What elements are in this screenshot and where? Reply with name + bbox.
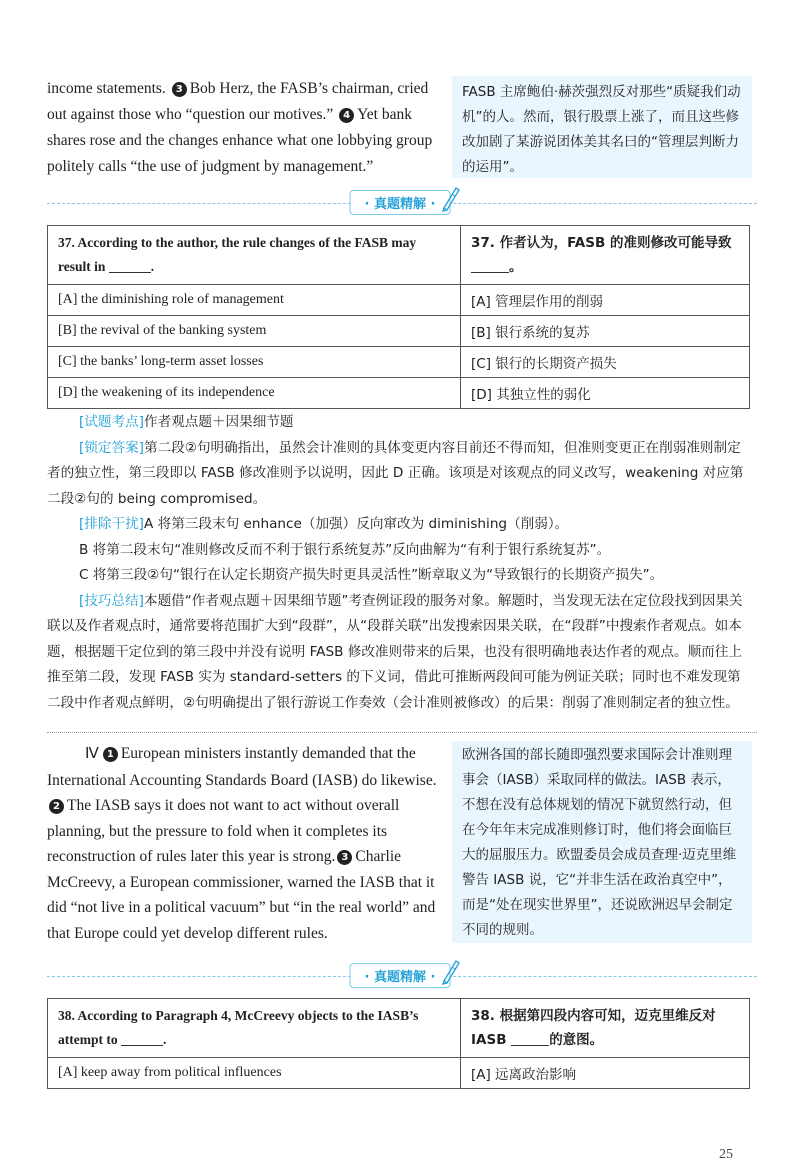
question-38-stem-zh: 38. 根据第四段内容可知，迈克里维反对 IASB 的意图。: [461, 999, 750, 1058]
option-37-c-zh: [C] 银行的长期资产损失: [461, 347, 750, 378]
option-37-d-en: [D] the weakening of its independence: [48, 378, 461, 409]
section-banner-label-2: · 真题精解 ·: [350, 963, 451, 988]
section-banner-label: · 真题精解 ·: [350, 190, 451, 215]
section-divider: [47, 732, 757, 733]
passage-chinese-translation: FASB 主席鲍伯·赫茨强烈反对那些“质疑我们动机”的人。然而，银行股票上涨了，而且这些修改加剧了某游说团体美其名曰的“管理层判断力的运用”。: [452, 76, 752, 178]
analysis-distractor-c: C 将第三段②句“银行在认定长期资产损失时更具灵活性”断章取义为“导致银行的长期资产损失”。: [79, 567, 664, 583]
analysis-answer: [锁定答案]第二段②句明确指出，虽然会计准则的具体变更内容目前还不得而知，但准则变更正在削弱准则制定者的独立性，第三段即以 FASB 修改准则予以说明，因此 D 正确。该项是对该观点的同义改写，weakening 对应第二段②句的 being compromised。: [47, 439, 744, 507]
section-banner-38: [0, 961, 800, 991]
passage-block-3: [47, 76, 757, 180]
paragraph-4-chinese-translation: 欧洲各国的部长随即强烈要求国际会计准则理事会（IASB）采取同样的做法。IASB 表示，不想在没有总体规划的情况下就贸然行动，但在今年年末完成准则修订时，他们将会面临巨大的屈服压力。欧盟委员会成员查理·迈克里维警告 IASB 说，它“并非生活在政治真空中”，而是“处在现实世界里”，还说欧洲迟早会制定不同的规则。: [452, 741, 752, 943]
question-38-stem-en: 38. According to Paragraph 4, McCreevy objects to the IASB’s attempt to .: [48, 999, 461, 1058]
paragraph-4-english: Ⅳ 1 European ministers instantly demanded that the International Accounting Standards Board (IASB) do likewise.2 The IASB says it does not want to act without overall planning, but the pressure to fold when it completes its reconstruction of rules later this year is strong. 3 Charlie McCreevy, a European commissioner, warned the IASB that it did “not live in a political vacuum” but “in the real world” and that Europe could yet develop different rules.: [47, 745, 437, 942]
passage-english: income statements. 3 Bob Herz, the FASB’s chairman, cried out against those who “question our motives.” 4 Yet bank shares rose and the changes enhance what one lobbying group politely calls “the use of judgment by management.”: [47, 80, 433, 175]
option-37-a-zh: [A] 管理层作用的削弱: [461, 285, 750, 316]
passage-block-4: [47, 741, 757, 946]
option-38-a-zh: [A] 远离政治影响: [461, 1058, 750, 1089]
question-37-stem-en: 37. According to the author, the rule changes of the FASB may result in .: [48, 226, 461, 285]
analysis-distractors: [排除干扰]A 将第三段末句 enhance（加强）反向窜改为 diminishing（削弱）。: [79, 516, 569, 532]
question-38-table: [47, 998, 750, 1089]
analysis-technique-summary: [技巧总结]本题借“作者观点题＋因果细节题”考查例证段的服务对象。解题时，当发现无法在定位段找到因果关联以及作者观点时，通常要将范围扩大到“段群”，从“段群关联”出发搜索因果关联，在“段群”中搜索作者观点。如本题，根据题干定位到的第三段中并没有说明 FASB 修改准则带来的后果，也没有很明确地表达作者的观点。顺而往上推至第二段，发现 FASB 实为 standard-setters 的下义词，借此可推断两段间可能为例证关联；同时也不难发现第二段中作者观点鲜明，②句明确提出了银行游说工作奏效（会计准则被修改）的后果：削弱了准则制定者的独立性。: [47, 592, 743, 711]
option-37-b-en: [B] the revival of the banking system: [48, 316, 461, 347]
analysis-distractor-b: B 将第二段末句“准则修改反而不利于银行系统复苏”反向曲解为“有利于银行系统复苏”。: [79, 541, 611, 558]
option-38-a-en: [A] keep away from political influences: [48, 1058, 461, 1089]
section-banner-37: [0, 188, 800, 218]
pen-icon: [440, 184, 462, 212]
page-number: 25: [719, 1147, 733, 1162]
analysis-test-point: [试题考点]作者观点题＋因果细节题: [79, 414, 294, 430]
question-37-stem-zh: 37. 作者认为，FASB 的准则修改可能导致。: [461, 226, 750, 285]
option-37-a-en: [A] the diminishing role of management: [48, 285, 461, 316]
option-37-b-zh: [B] 银行系统的复苏: [461, 316, 750, 347]
option-37-c-en: [C] the banks’ long-term asset losses: [48, 347, 461, 378]
question-37-table: [47, 225, 750, 409]
option-37-d-zh: [D] 其独立性的弱化: [461, 378, 750, 409]
analysis-37: [47, 410, 753, 716]
paragraph-number: Ⅳ: [85, 746, 99, 762]
pen-icon: [440, 957, 462, 985]
